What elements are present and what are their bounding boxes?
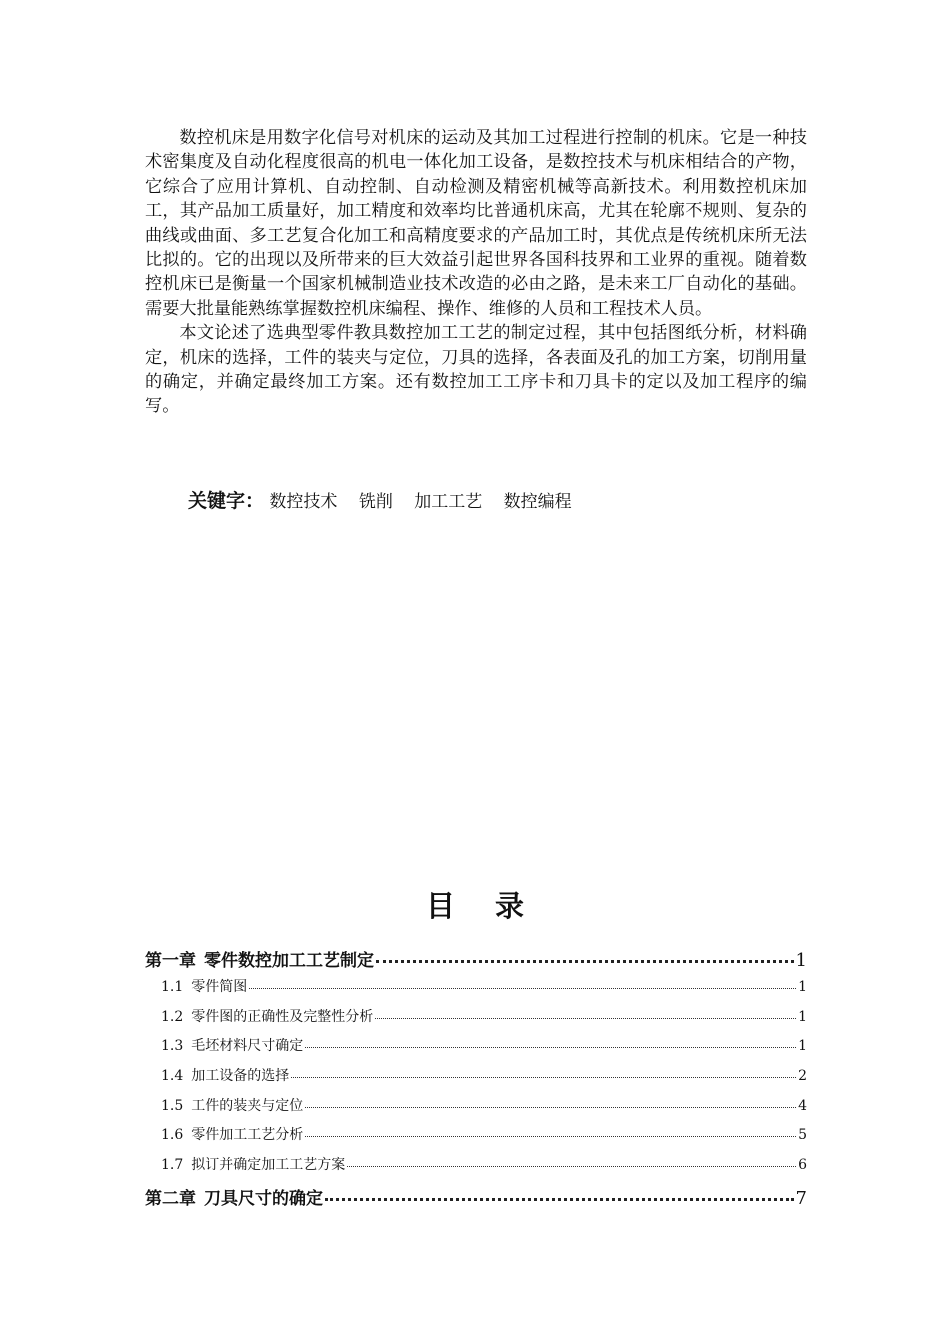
toc-section-number: 1.5 [161,1097,184,1114]
toc-section-number: 1.7 [161,1157,184,1174]
keywords-label: 关键字： [188,490,265,512]
abstract [145,126,807,419]
toc-section-title: 零件简图 [191,979,248,995]
toc-chapter-label: 第一章 [145,951,196,971]
toc-page-number: 1 [798,1038,807,1055]
toc-section-1-3[interactable] [145,1035,807,1065]
toc-leader-dots [249,987,796,989]
keyword-item: 数控技术 [269,492,338,512]
toc-leader-dots [291,1076,796,1078]
toc-chapter-2[interactable] [145,1184,807,1214]
keyword-item: 铣削 [358,492,393,512]
toc-section-number: 1.4 [161,1068,184,1085]
toc-page-number: 1 [798,1008,807,1025]
toc-leader-dots [305,1046,796,1048]
toc-page-number: 2 [798,1068,807,1085]
toc-section-number: 1.1 [161,979,184,995]
toc-page-number: 1 [795,950,807,971]
toc-section-title: 工件的装夹与定位 [191,1097,304,1114]
toc-section-title: 拟订并确定加工工艺方案 [191,1157,346,1174]
toc-section-title: 零件加工工艺分析 [191,1127,304,1144]
toc-chapter-label: 第二章 [145,1188,196,1209]
toc-chapter-title: 刀具尺寸的确定 [204,1188,323,1209]
toc-leader-dots [375,1017,796,1019]
toc-page-number: 1 [798,979,807,995]
keyword-item: 数控编程 [503,492,572,512]
toc-section-1-4[interactable] [145,1065,807,1095]
toc-leader-dots [376,959,794,963]
toc-section-number: 1.6 [161,1127,184,1144]
abstract-paragraph-2: 本文论述了选典型零件教具数控加工工艺的制定过程，其中包括图纸分析，材料确定，机床的选择，工件的装夹与定位，刀具的选择，各表面及孔的加工方案，切削用量的确定，并确定最终加工方案。还有数控加工工序卡和刀具卡的定以及加工程序的编写。 [145,323,807,417]
table-of-contents [145,946,807,1214]
toc-page-number: 4 [798,1097,807,1114]
toc-leader-dots [305,1135,796,1137]
toc-section-number: 1.3 [161,1038,184,1055]
toc-page-number: 5 [798,1127,807,1144]
toc-section-1-7[interactable] [145,1154,807,1184]
toc-page-number: 6 [798,1157,807,1174]
keywords-line [188,488,588,515]
toc-section-1-5[interactable] [145,1095,807,1125]
toc-section-1-1[interactable] [145,976,807,1006]
abstract-paragraph-1: 数控机床是用数字化信号对机床的运动及其加工过程进行控制的机床。它是一种技术密集度及自动化程度很高的机电一体化加工设备，是数控技术与机床相结合的产物，它综合了应用计算机、自动控制、自动检测及精密机械等高新技术。利用数控机床加工，其产品加工质量好，加工精度和效率均比普通机床高，尤其在轮廓不规则、复杂的曲线或曲面、多工艺复合化加工和高精度要求的产品加工时，其优点是传统机床所无法比拟的。它的出现以及所带来的巨大效益引起世界各国科技界和工业界的重视。随着数控机床已是衡量一个国家机械制造业技术改造的必由之路，是未来工厂自动化的基础。需要大批量能熟练掌握数控机床编程、操作、维修的人员和工程技术人员。 [145,128,807,319]
keyword-item: 加工工艺 [414,492,483,512]
toc-section-title: 零件图的正确性及完整性分析 [191,1008,374,1025]
toc-chapter-title: 零件数控加工工艺制定 [204,951,374,971]
toc-page-number: 7 [795,1187,807,1209]
toc-section-1-6[interactable] [145,1124,807,1154]
toc-section-1-2[interactable] [145,1006,807,1036]
toc-leader-dots [347,1165,796,1167]
toc-leader-dots [325,1197,794,1201]
toc-section-number: 1.2 [161,1008,184,1025]
toc-title: 目录 [425,889,564,923]
toc-section-title: 毛坯材料尺寸确定 [191,1038,304,1055]
toc-chapter-1[interactable] [145,946,807,976]
toc-section-title: 加工设备的选择 [191,1068,290,1085]
toc-leader-dots [305,1106,796,1108]
